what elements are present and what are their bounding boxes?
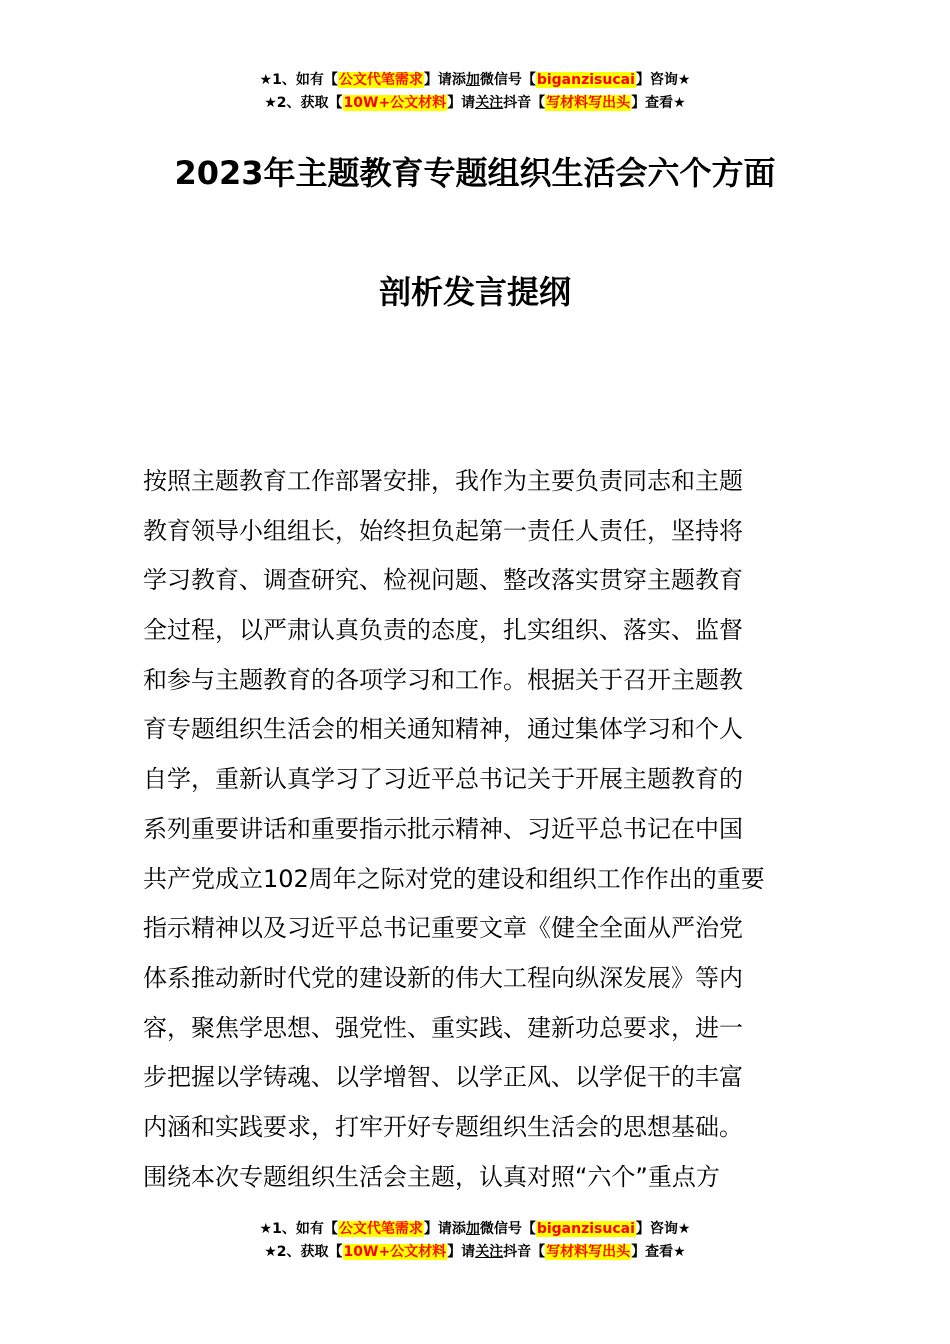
body-line: 共产党成立102周年之际对党的建设和组织工作作出的重要 <box>143 864 765 893</box>
ad-text: 】请 <box>447 95 476 111</box>
body-line: 和参与主题教育的各项学习和工作。根据关于召开主题教 <box>143 665 743 694</box>
ad-text: 】请添 <box>423 72 466 88</box>
body-line: 按照主题教育工作部署安排，我作为主要负责同志和主题 <box>143 467 743 495</box>
ad-text: 】咨询★ <box>635 72 691 88</box>
ad-highlight-service: 公文代笔需求 <box>338 1221 423 1237</box>
ad-highlight-douyin-account: 写材料写出头 <box>546 95 631 111</box>
ad-text-underlined: 关注 <box>475 1244 504 1260</box>
document-title-line-1: 2023年主题教育专题组织生活会六个方面 <box>174 154 776 192</box>
ad-text: 】查看★ <box>631 95 686 111</box>
header-ad-line-2 <box>0 92 950 115</box>
ad-text: 】请 <box>447 1244 476 1260</box>
body-line: 自学，重新认真学习了习近平总书记关于开展主题教育的 <box>143 765 743 794</box>
ad-text: 】查看★ <box>631 1244 686 1260</box>
ad-highlight-douyin-account: 写材料写出头 <box>546 1244 631 1260</box>
ad-text-underlined: 关注 <box>475 95 504 111</box>
header-ad-line-1 <box>0 69 950 92</box>
ad-text: ★1、如有【 <box>259 1221 338 1237</box>
body-line: 体系推动新时代党的建设新的伟大工程向纵深发展》等内 <box>143 963 743 992</box>
ad-text: 抖音【 <box>503 1244 546 1260</box>
ad-text: 微信号【 <box>479 1221 536 1237</box>
body-line: 教育领导小组组长，始终担负起第一责任人责任，坚持将 <box>143 516 743 545</box>
ad-text: 】咨询★ <box>635 1221 691 1237</box>
ad-text-underlined: 加 <box>465 1221 480 1237</box>
ad-text: ★2、获取【 <box>264 95 343 111</box>
ad-text: 】请添 <box>423 1221 466 1237</box>
ad-text-underlined: 加 <box>465 72 480 88</box>
ad-text: ★2、获取【 <box>264 1244 343 1260</box>
footer-ad <box>0 1218 950 1264</box>
ad-highlight-service: 公文代笔需求 <box>338 72 423 88</box>
ad-highlight-materials: 10W+公文材料 <box>343 95 447 111</box>
footer-ad-line-1 <box>0 1218 950 1241</box>
body-line: 容，聚焦学思想、强党性、重实践、建新功总要求，进一 <box>143 1013 743 1042</box>
body-line: 内涵和实践要求，打牢开好专题组织生活会的思想基础。 <box>143 1112 743 1141</box>
body-line: 育专题组织生活会的相关通知精神，通过集体学习和个人 <box>143 715 743 744</box>
body-line: 指示精神以及习近平总书记重要文章《健全全面从严治党 <box>143 914 743 943</box>
header-ad <box>0 69 950 115</box>
ad-highlight-materials: 10W+公文材料 <box>343 1244 447 1260</box>
ad-text: 抖音【 <box>503 95 546 111</box>
ad-highlight-wechat-id: biganzisucai <box>536 1221 635 1237</box>
body-line: 围绕本次专题组织生活会主题，认真对照“六个”重点方 <box>143 1162 720 1191</box>
document-body <box>143 457 807 1202</box>
body-line: 系列重要讲话和重要指示批示精神、习近平总书记在中国 <box>143 814 743 843</box>
body-line: 学习教育、调查研究、检视问题、整改落实贯穿主题教育 <box>143 566 743 595</box>
document-title-line-2: 剖析发言提纲 <box>378 273 571 311</box>
ad-text: 微信号【 <box>479 72 536 88</box>
body-line: 步把握以学铸魂、以学增智、以学正风、以学促干的丰富 <box>143 1063 743 1092</box>
footer-ad-line-2 <box>0 1241 950 1264</box>
ad-text: ★1、如有【 <box>259 72 338 88</box>
body-line: 全过程，以严肃认真负责的态度，扎实组织、落实、监督 <box>143 616 743 645</box>
ad-highlight-wechat-id: biganzisucai <box>536 72 635 88</box>
